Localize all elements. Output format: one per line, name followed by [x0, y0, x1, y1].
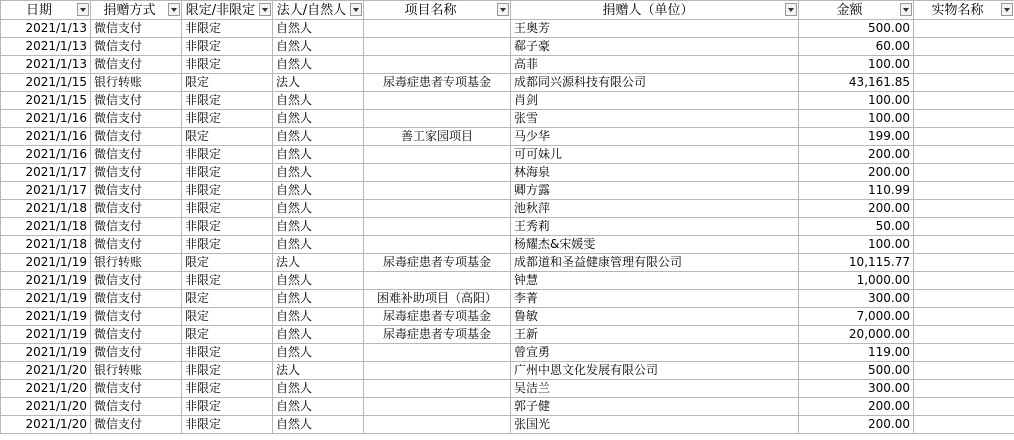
restriction-cell[interactable]: 限定	[182, 254, 273, 272]
restriction-cell[interactable]: 非限定	[182, 38, 273, 56]
table-row	[1, 164, 1014, 182]
restriction-cell[interactable]: 非限定	[182, 200, 273, 218]
item-name-cell[interactable]	[914, 182, 1014, 200]
entity-type-cell[interactable]: 自然人	[273, 110, 364, 128]
filter-dropdown-icon[interactable]	[1001, 3, 1013, 16]
header-project	[364, 1, 511, 20]
table-row	[1, 308, 1014, 326]
entity-type-cell[interactable]: 自然人	[273, 218, 364, 236]
amount-cell[interactable]: 7,000.00	[799, 308, 914, 326]
donor-cell[interactable]: 曾宣勇	[511, 344, 799, 362]
amount-cell[interactable]: 43,161.85	[799, 74, 914, 92]
method-cell[interactable]: 微信支付	[91, 290, 182, 308]
amount-cell[interactable]: 60.00	[799, 38, 914, 56]
item-name-cell[interactable]	[914, 38, 1014, 56]
entity-type-cell[interactable]: 自然人	[273, 236, 364, 254]
table-row	[1, 128, 1014, 146]
amount-cell[interactable]: 20,000.00	[799, 326, 914, 344]
entity-type-cell[interactable]: 自然人	[273, 308, 364, 326]
header-method	[91, 1, 182, 20]
date-cell[interactable]: 2021/1/20	[1, 362, 91, 380]
restriction-cell[interactable]: 非限定	[182, 362, 273, 380]
entity-type-cell[interactable]: 自然人	[273, 416, 364, 434]
item-name-cell[interactable]	[914, 74, 1014, 92]
restriction-cell[interactable]: 限定	[182, 326, 273, 344]
donor-cell[interactable]: 肖剑	[511, 92, 799, 110]
item-name-cell[interactable]	[914, 344, 1014, 362]
donor-cell[interactable]: 池秋萍	[511, 200, 799, 218]
item-name-cell[interactable]	[914, 254, 1014, 272]
date-cell[interactable]: 2021/1/16	[1, 110, 91, 128]
table-row	[1, 236, 1014, 254]
amount-cell[interactable]: 500.00	[799, 20, 914, 38]
filter-dropdown-icon[interactable]	[77, 3, 89, 16]
header-item-name	[914, 1, 1014, 20]
method-cell[interactable]: 银行转账	[91, 362, 182, 380]
project-cell[interactable]	[364, 416, 511, 434]
donor-cell[interactable]: 张雪	[511, 110, 799, 128]
table-row	[1, 380, 1014, 398]
entity-type-cell[interactable]: 自然人	[273, 290, 364, 308]
table-row	[1, 362, 1014, 380]
donor-cell[interactable]: 林海泉	[511, 164, 799, 182]
item-name-cell[interactable]	[914, 326, 1014, 344]
header-date	[1, 1, 91, 20]
table-row	[1, 326, 1014, 344]
restriction-cell[interactable]: 非限定	[182, 344, 273, 362]
table-row	[1, 398, 1014, 416]
entity-type-cell[interactable]: 自然人	[273, 398, 364, 416]
donor-cell[interactable]: 王秀莉	[511, 218, 799, 236]
item-name-cell[interactable]	[914, 308, 1014, 326]
project-cell[interactable]: 尿毒症患者专项基金	[364, 308, 511, 326]
donor-cell[interactable]: 吴洁兰	[511, 380, 799, 398]
item-name-cell[interactable]	[914, 362, 1014, 380]
method-cell[interactable]: 微信支付	[91, 380, 182, 398]
amount-cell[interactable]: 1,000.00	[799, 272, 914, 290]
donor-cell[interactable]: 卿方露	[511, 182, 799, 200]
project-cell[interactable]: 尿毒症患者专项基金	[364, 254, 511, 272]
date-cell[interactable]: 2021/1/18	[1, 200, 91, 218]
restriction-cell[interactable]: 非限定	[182, 272, 273, 290]
table-row	[1, 110, 1014, 128]
entity-type-cell[interactable]: 自然人	[273, 146, 364, 164]
filter-dropdown-icon[interactable]	[259, 3, 271, 16]
restriction-cell[interactable]: 限定	[182, 74, 273, 92]
table-row	[1, 146, 1014, 164]
date-cell[interactable]: 2021/1/16	[1, 128, 91, 146]
donor-cell[interactable]: 广州中恩文化发展有限公司	[511, 362, 799, 380]
method-cell[interactable]: 微信支付	[91, 272, 182, 290]
amount-cell[interactable]: 100.00	[799, 236, 914, 254]
project-cell[interactable]	[364, 20, 511, 38]
entity-type-cell[interactable]: 自然人	[273, 344, 364, 362]
restriction-cell[interactable]: 非限定	[182, 218, 273, 236]
date-cell[interactable]: 2021/1/19	[1, 308, 91, 326]
method-cell[interactable]: 微信支付	[91, 20, 182, 38]
item-name-cell[interactable]	[914, 56, 1014, 74]
date-cell[interactable]: 2021/1/19	[1, 326, 91, 344]
header-restriction-label: 限定/非限定	[185, 2, 256, 18]
restriction-cell[interactable]: 非限定	[182, 56, 273, 74]
amount-cell[interactable]: 100.00	[799, 92, 914, 110]
project-cell[interactable]	[364, 182, 511, 200]
date-cell[interactable]: 2021/1/18	[1, 218, 91, 236]
amount-cell[interactable]: 119.00	[799, 344, 914, 362]
table-row	[1, 200, 1014, 218]
method-cell[interactable]: 银行转账	[91, 254, 182, 272]
restriction-cell[interactable]: 非限定	[182, 416, 273, 434]
method-cell[interactable]: 微信支付	[91, 92, 182, 110]
item-name-cell[interactable]	[914, 236, 1014, 254]
amount-cell[interactable]: 200.00	[799, 200, 914, 218]
amount-cell[interactable]: 10,115.77	[799, 254, 914, 272]
method-cell[interactable]: 微信支付	[91, 110, 182, 128]
amount-cell[interactable]: 300.00	[799, 290, 914, 308]
filter-dropdown-icon[interactable]	[168, 3, 180, 16]
project-cell[interactable]	[364, 398, 511, 416]
donor-cell[interactable]: 王新	[511, 326, 799, 344]
table-row	[1, 38, 1014, 56]
table-row	[1, 74, 1014, 92]
date-cell[interactable]: 2021/1/13	[1, 38, 91, 56]
header-row	[1, 1, 1014, 20]
amount-cell[interactable]: 100.00	[799, 110, 914, 128]
donor-cell[interactable]: 钟慧	[511, 272, 799, 290]
method-cell[interactable]: 微信支付	[91, 56, 182, 74]
method-cell[interactable]: 微信支付	[91, 398, 182, 416]
date-cell[interactable]: 2021/1/20	[1, 380, 91, 398]
project-cell[interactable]: 尿毒症患者专项基金	[364, 74, 511, 92]
restriction-cell[interactable]: 限定	[182, 308, 273, 326]
method-cell[interactable]: 微信支付	[91, 308, 182, 326]
entity-type-cell[interactable]: 法人	[273, 254, 364, 272]
item-name-cell[interactable]	[914, 380, 1014, 398]
method-cell[interactable]: 银行转账	[91, 74, 182, 92]
date-cell[interactable]: 2021/1/19	[1, 272, 91, 290]
restriction-cell[interactable]: 限定	[182, 128, 273, 146]
table-row	[1, 272, 1014, 290]
header-entity-type	[273, 1, 364, 20]
donor-cell[interactable]: 王奥芳	[511, 20, 799, 38]
donor-cell[interactable]: 成都道和圣益健康管理有限公司	[511, 254, 799, 272]
amount-cell[interactable]: 200.00	[799, 398, 914, 416]
date-cell[interactable]: 2021/1/17	[1, 182, 91, 200]
amount-cell[interactable]: 100.00	[799, 56, 914, 74]
header-method-label: 捐赠方式	[103, 2, 156, 18]
restriction-cell[interactable]: 非限定	[182, 398, 273, 416]
filter-dropdown-icon[interactable]	[497, 3, 509, 16]
table-row	[1, 92, 1014, 110]
project-cell[interactable]	[364, 38, 511, 56]
project-cell[interactable]: 尿毒症患者专项基金	[364, 326, 511, 344]
project-cell[interactable]	[364, 56, 511, 74]
restriction-cell[interactable]: 非限定	[182, 20, 273, 38]
date-cell[interactable]: 2021/1/13	[1, 56, 91, 74]
donor-cell[interactable]: 鲁敏	[511, 308, 799, 326]
table-row	[1, 254, 1014, 272]
item-name-cell[interactable]	[914, 416, 1014, 434]
date-cell[interactable]: 2021/1/20	[1, 416, 91, 434]
method-cell[interactable]: 微信支付	[91, 344, 182, 362]
donor-cell[interactable]: 郭子健	[511, 398, 799, 416]
restriction-cell[interactable]: 非限定	[182, 380, 273, 398]
header-date-label: 日期	[25, 2, 52, 18]
entity-type-cell[interactable]: 自然人	[273, 326, 364, 344]
donor-cell[interactable]: 李菁	[511, 290, 799, 308]
entity-type-cell[interactable]: 自然人	[273, 200, 364, 218]
project-cell[interactable]	[364, 218, 511, 236]
table-row	[1, 416, 1014, 434]
table-row	[1, 218, 1014, 236]
filter-dropdown-icon[interactable]	[785, 3, 797, 16]
entity-type-cell[interactable]: 自然人	[273, 92, 364, 110]
item-name-cell[interactable]	[914, 92, 1014, 110]
filter-dropdown-icon[interactable]	[350, 3, 362, 16]
restriction-cell[interactable]: 非限定	[182, 182, 273, 200]
table-row	[1, 344, 1014, 362]
method-cell[interactable]: 微信支付	[91, 326, 182, 344]
method-cell[interactable]: 微信支付	[91, 164, 182, 182]
entity-type-cell[interactable]: 自然人	[273, 128, 364, 146]
table-row	[1, 20, 1014, 38]
entity-type-cell[interactable]: 自然人	[273, 182, 364, 200]
date-cell[interactable]: 2021/1/16	[1, 146, 91, 164]
method-cell[interactable]: 微信支付	[91, 218, 182, 236]
item-name-cell[interactable]	[914, 290, 1014, 308]
method-cell[interactable]: 微信支付	[91, 182, 182, 200]
project-cell[interactable]: 困难补助项目（高阳）	[364, 290, 511, 308]
table-row	[1, 182, 1014, 200]
project-cell[interactable]	[364, 380, 511, 398]
project-cell[interactable]	[364, 200, 511, 218]
project-cell[interactable]	[364, 272, 511, 290]
item-name-cell[interactable]	[914, 200, 1014, 218]
method-cell[interactable]: 微信支付	[91, 200, 182, 218]
restriction-cell[interactable]: 限定	[182, 290, 273, 308]
header-item-name-label: 实物名称	[931, 2, 984, 18]
entity-type-cell[interactable]: 法人	[273, 362, 364, 380]
donor-cell[interactable]: 张国光	[511, 416, 799, 434]
project-cell[interactable]	[364, 236, 511, 254]
project-cell[interactable]	[364, 110, 511, 128]
item-name-cell[interactable]	[914, 110, 1014, 128]
header-donor	[511, 1, 799, 20]
method-cell[interactable]: 微信支付	[91, 236, 182, 254]
restriction-cell[interactable]: 非限定	[182, 110, 273, 128]
restriction-cell[interactable]: 非限定	[182, 164, 273, 182]
item-name-cell[interactable]	[914, 398, 1014, 416]
amount-cell[interactable]: 200.00	[799, 146, 914, 164]
method-cell[interactable]: 微信支付	[91, 146, 182, 164]
restriction-cell[interactable]: 非限定	[182, 92, 273, 110]
filter-dropdown-icon[interactable]	[900, 3, 912, 16]
date-cell[interactable]: 2021/1/15	[1, 74, 91, 92]
method-cell[interactable]: 微信支付	[91, 38, 182, 56]
item-name-cell[interactable]	[914, 20, 1014, 38]
entity-type-cell[interactable]: 自然人	[273, 272, 364, 290]
table-row	[1, 56, 1014, 74]
method-cell[interactable]: 微信支付	[91, 416, 182, 434]
project-cell[interactable]	[364, 164, 511, 182]
amount-cell[interactable]: 110.99	[799, 182, 914, 200]
amount-cell[interactable]: 300.00	[799, 380, 914, 398]
date-cell[interactable]: 2021/1/15	[1, 92, 91, 110]
header-amount-label: 金额	[836, 2, 863, 18]
donor-cell[interactable]: 杨耀杰&宋媛雯	[511, 236, 799, 254]
amount-cell[interactable]: 500.00	[799, 362, 914, 380]
amount-cell[interactable]: 200.00	[799, 164, 914, 182]
date-cell[interactable]: 2021/1/20	[1, 398, 91, 416]
donor-cell[interactable]: 可可妹儿	[511, 146, 799, 164]
donor-cell[interactable]: 成都同兴源科技有限公司	[511, 74, 799, 92]
entity-type-cell[interactable]: 自然人	[273, 20, 364, 38]
item-name-cell[interactable]	[914, 164, 1014, 182]
project-cell[interactable]	[364, 146, 511, 164]
date-cell[interactable]: 2021/1/19	[1, 254, 91, 272]
item-name-cell[interactable]	[914, 218, 1014, 236]
item-name-cell[interactable]	[914, 272, 1014, 290]
header-project-label: 项目名称	[404, 2, 457, 18]
date-cell[interactable]: 2021/1/19	[1, 344, 91, 362]
date-cell[interactable]: 2021/1/17	[1, 164, 91, 182]
entity-type-cell[interactable]: 自然人	[273, 56, 364, 74]
project-cell[interactable]: 善工家园项目	[364, 128, 511, 146]
entity-type-cell[interactable]: 自然人	[273, 164, 364, 182]
restriction-cell[interactable]: 非限定	[182, 146, 273, 164]
header-restriction	[182, 1, 273, 20]
project-cell[interactable]	[364, 92, 511, 110]
header-amount	[799, 1, 914, 20]
amount-cell[interactable]: 200.00	[799, 416, 914, 434]
amount-cell[interactable]: 199.00	[799, 128, 914, 146]
header-entity-type-label: 法人/自然人	[276, 2, 347, 18]
project-cell[interactable]	[364, 344, 511, 362]
method-cell[interactable]: 微信支付	[91, 128, 182, 146]
entity-type-cell[interactable]: 法人	[273, 74, 364, 92]
donor-cell[interactable]: 高菲	[511, 56, 799, 74]
header-donor-label: 捐赠人（单位）	[602, 2, 694, 18]
table-row	[1, 290, 1014, 308]
date-cell[interactable]: 2021/1/19	[1, 290, 91, 308]
date-cell[interactable]: 2021/1/18	[1, 236, 91, 254]
restriction-cell[interactable]: 非限定	[182, 236, 273, 254]
entity-type-cell[interactable]: 自然人	[273, 380, 364, 398]
donor-cell[interactable]: 马少华	[511, 128, 799, 146]
project-cell[interactable]	[364, 362, 511, 380]
date-cell[interactable]: 2021/1/13	[1, 20, 91, 38]
item-name-cell[interactable]	[914, 146, 1014, 164]
item-name-cell[interactable]	[914, 128, 1014, 146]
entity-type-cell[interactable]: 自然人	[273, 38, 364, 56]
donor-cell[interactable]: 郗子豪	[511, 38, 799, 56]
amount-cell[interactable]: 50.00	[799, 218, 914, 236]
